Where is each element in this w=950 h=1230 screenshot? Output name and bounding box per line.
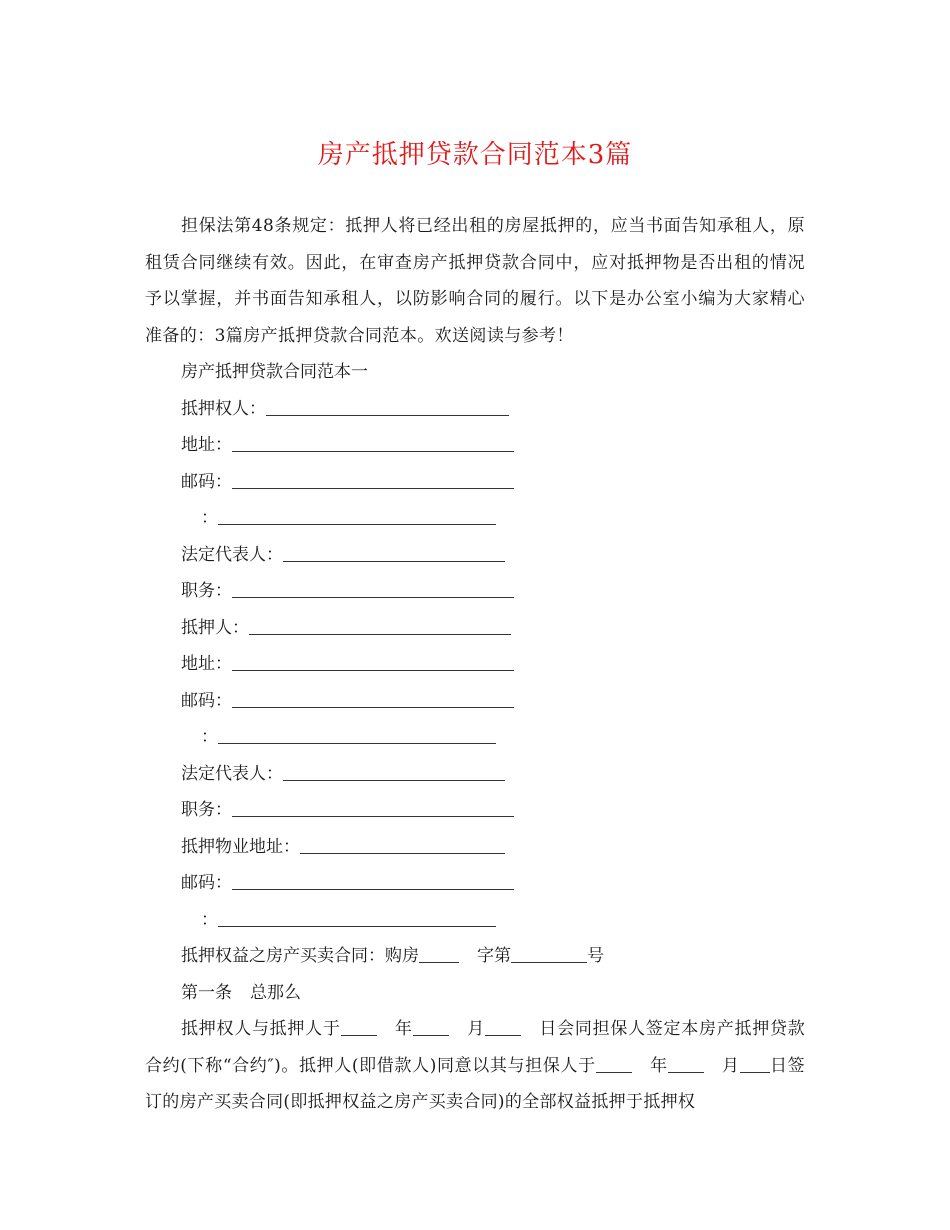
- document-title: 房产抵押贷款合同范本3篇: [317, 140, 633, 170]
- contract-mid: 字第: [477, 946, 511, 966]
- fill-blank: [596, 1052, 632, 1073]
- article-text-2: 日会同担保人签定本房产抵押贷款合约(下称“合约″)。抵押人(即借款人)同意以其与担保人于: [145, 1019, 805, 1076]
- field-postcode: [145, 464, 805, 501]
- field-address-2: [145, 646, 805, 683]
- field-position-2: [145, 792, 805, 829]
- fill-blank: [232, 796, 514, 817]
- field-colon: [145, 500, 805, 537]
- contract-suffix: 号: [587, 946, 604, 966]
- field-label: 职务：: [181, 800, 232, 820]
- field-property-address: [145, 829, 805, 866]
- fill-blank: [300, 833, 505, 854]
- fill-blank: [740, 1052, 770, 1073]
- fill-blank: [485, 1015, 521, 1036]
- field-postcode-2: [145, 683, 805, 720]
- intro-paragraph: 担保法第48条规定：抵押人将已经出租的房屋抵押的，应当书面告知承租人，原租赁合同继续有效。因此，在审查房产抵押贷款合同中，应对抵押物是否出租的情况予以掌握，并书面告知承租人，以防影响合同的履行。以下是办公室小编为大家精心准备的：3篇房产抵押贷款合同范本。欢送阅读与参考！: [145, 216, 805, 346]
- field-colon-2: [145, 719, 805, 756]
- article-text-3: 日签订的房产买卖合同(即抵押权益之房产买卖合同)的全部权益抵押于抵押权: [145, 1055, 805, 1112]
- fill-blank: [232, 869, 514, 890]
- fill-blank: [341, 1015, 377, 1036]
- title-spacer: [145, 180, 805, 208]
- fill-blank: [249, 614, 511, 635]
- fill-blank: [218, 906, 496, 927]
- section-title: 房产抵押贷款合同范本一: [181, 362, 368, 382]
- article-heading: [145, 975, 805, 1012]
- field-label: 法定代表人：: [181, 763, 283, 784]
- field-colon-3: [145, 902, 805, 939]
- month-label-2: 月: [721, 1055, 740, 1076]
- field-address: [145, 427, 805, 464]
- fill-blank: [419, 942, 459, 963]
- fill-blank: [232, 687, 514, 708]
- field-legal-rep: [145, 537, 805, 574]
- article-body: [145, 1011, 805, 1121]
- article-text-1: 抵押权人与抵押人于: [181, 1019, 341, 1039]
- field-postcode-3: [145, 865, 805, 902]
- field-label: ：: [201, 909, 218, 930]
- month-label: 月: [466, 1019, 485, 1039]
- year-label: 年: [394, 1019, 413, 1039]
- field-label: 抵押物业地址：: [181, 836, 300, 857]
- field-label: 地址：: [181, 654, 232, 674]
- field-label: 邮码：: [181, 471, 232, 492]
- field-mortgagee: [145, 391, 805, 428]
- fill-blank: [668, 1052, 704, 1073]
- article-number: 第一条: [181, 982, 232, 1003]
- field-legal-rep-2: [145, 756, 805, 793]
- contract-reference-line: [145, 938, 805, 975]
- field-label: 抵押权人：: [181, 398, 266, 419]
- field-label: 地址：: [181, 435, 232, 455]
- field-label: ：: [201, 508, 218, 528]
- field-label: 法定代表人：: [181, 544, 283, 565]
- field-label: 邮码：: [181, 873, 232, 893]
- field-position: [145, 573, 805, 610]
- fill-blank: [232, 577, 514, 598]
- fill-blank: [232, 468, 514, 489]
- fill-blank: [232, 431, 514, 452]
- fill-blank: [218, 723, 496, 744]
- fill-blank: [232, 650, 514, 671]
- year-label-2: 年: [649, 1055, 668, 1076]
- fill-blank: [413, 1015, 449, 1036]
- field-label: 职务：: [181, 581, 232, 601]
- fill-blank: [266, 395, 509, 416]
- fill-blank: [218, 504, 496, 525]
- field-mortgagor: [145, 610, 805, 647]
- fill-blank: [283, 541, 505, 562]
- field-label: 抵押人：: [181, 617, 249, 638]
- article-name: 总那么: [250, 982, 301, 1003]
- field-label: ：: [201, 727, 218, 747]
- fill-blank: [283, 760, 505, 781]
- contract-prefix: 抵押权益之房产买卖合同：购房: [181, 946, 419, 966]
- fill-blank: [511, 942, 587, 963]
- field-label: 邮码：: [181, 690, 232, 711]
